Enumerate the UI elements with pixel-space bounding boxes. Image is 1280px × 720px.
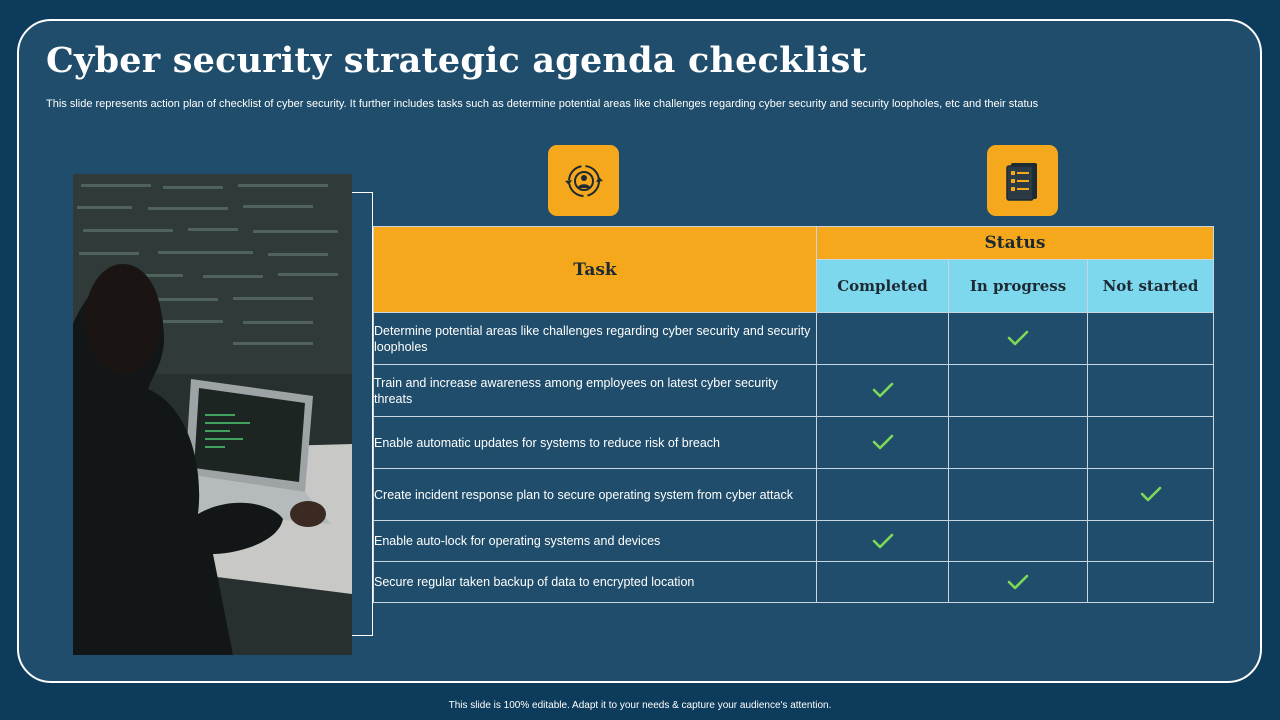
task-cell: Train and increase awareness among employees on latest cyber security threats	[374, 365, 817, 417]
table-row	[374, 521, 1214, 562]
status-cell	[817, 562, 949, 603]
photo-bracket-line	[352, 192, 373, 636]
hacker-laptop-photo	[73, 174, 352, 655]
status-cell	[817, 365, 949, 417]
status-cell	[817, 521, 949, 562]
in-progress-column-header: In progress	[949, 260, 1088, 313]
task-column-header: Task	[374, 227, 817, 313]
completed-column-header: Completed	[817, 260, 949, 313]
not-started-column-header: Not started	[1088, 260, 1214, 313]
checkmark-icon	[1007, 573, 1029, 591]
status-cell	[949, 521, 1088, 562]
status-cell	[1088, 365, 1214, 417]
table-row	[374, 417, 1214, 469]
status-cell	[1088, 521, 1214, 562]
table-row	[374, 313, 1214, 365]
status-cell	[817, 469, 949, 521]
status-cell	[949, 417, 1088, 469]
status-group-header: Status	[817, 227, 1214, 260]
footer-note: This slide is 100% editable. Adapt it to your needs & capture your audience's attention.	[448, 700, 832, 711]
task-cell: Enable automatic updates for systems to reduce risk of breach	[374, 417, 817, 469]
status-cell	[949, 469, 1088, 521]
checklist-table	[373, 226, 1214, 603]
table-row	[374, 469, 1214, 521]
status-cell	[1088, 313, 1214, 365]
task-cell: Enable auto-lock for operating systems and devices	[374, 521, 817, 562]
user-security-cycle-icon	[548, 145, 619, 216]
task-cell: Secure regular taken backup of data to encrypted location	[374, 562, 817, 603]
task-cell: Create incident response plan to secure operating system from cyber attack	[374, 469, 817, 521]
slide-subtitle: This slide represents action plan of checklist of cyber security. It further includes tasks such as determine potential areas like challenges regarding cyber security and security loopholes, etc and their status	[46, 98, 1039, 110]
table-row	[374, 365, 1214, 417]
checkmark-icon	[872, 532, 894, 550]
status-cell	[1088, 469, 1214, 521]
status-cell	[1088, 417, 1214, 469]
status-cell	[1088, 562, 1214, 603]
checkmark-icon	[872, 433, 894, 451]
status-cell	[817, 417, 949, 469]
table-row	[374, 562, 1214, 603]
checkmark-icon	[1007, 329, 1029, 347]
status-cell	[949, 365, 1088, 417]
status-cell	[949, 313, 1088, 365]
task-cell: Determine potential areas like challenges regarding cyber security and security loopholes	[374, 313, 817, 365]
checkmark-icon	[1140, 485, 1162, 503]
status-cell	[949, 562, 1088, 603]
checklist-document-icon	[987, 145, 1058, 216]
slide-title: Cyber security strategic agenda checklist	[46, 40, 867, 81]
checkmark-icon	[872, 381, 894, 399]
status-cell	[817, 313, 949, 365]
